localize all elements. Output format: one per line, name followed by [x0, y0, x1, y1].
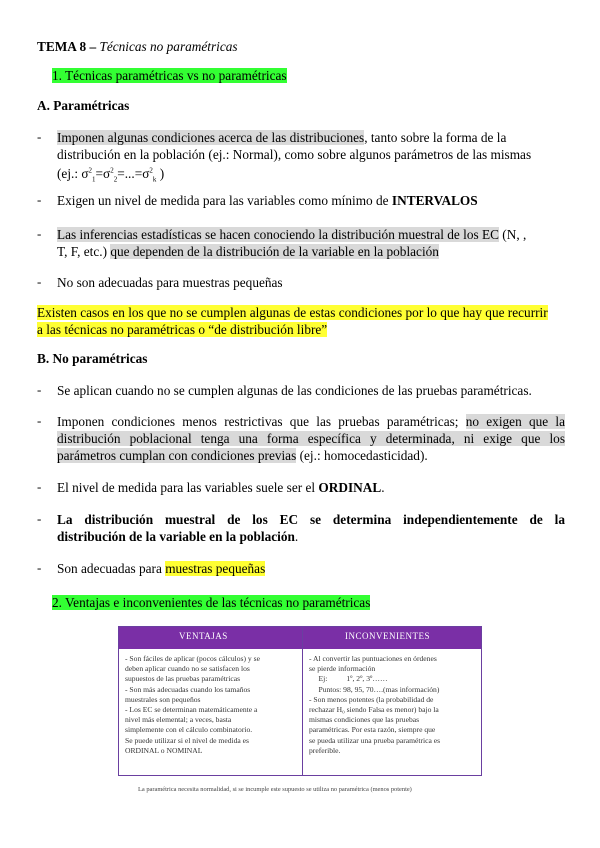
part-a-bullet-2: Exigen un nivel de medida para las variables como mínimo de INTERVALOS — [57, 193, 478, 208]
table-cell-ventajas: - Son fáciles de aplicar (pocos cálculos) y se deben aplicar cuando no se satisfacen los supuestos de las pruebas paramétricas - Son más adecuadas cuando los tamaños muestrales son pequeños - Los EC se determinan matemáticamente a nivel más elemental; a veces, basta simplemente con el cálculo combinatorio. Se puede utilizar si el nivel de medida es ORDINAL o NOMINAL — [125, 654, 260, 755]
part-a-bullet-3: Las inferencias estadísticas se hacen conociendo la distribución muestral de los EC (N, , T, F, etc.) que dependen de la distribución de la variable en la población — [57, 227, 527, 259]
bullet-dash: - — [37, 129, 42, 144]
bullet-dash: - — [37, 413, 42, 428]
part-b-title: B. No paramétricas — [37, 351, 148, 366]
table-caption: La paramétrica necesita normalidad, si se incumple este supuesto se utiliza no paramétrica (menos potente) — [138, 786, 412, 793]
table-header-ventajas: VENTAJAS — [179, 631, 228, 641]
part-a-bullet-4: No son adecuadas para muestras pequeñas — [57, 275, 283, 290]
part-a-title: A. Paramétricas — [37, 98, 130, 113]
bullet-dash: - — [37, 192, 42, 207]
bullet-dash: - — [37, 560, 42, 575]
part-b-bullet-2: Imponen condiciones menos restrictivas que las pruebas paramétricas; no exigen que la distribución poblacional tenga una forma específica y determinada, ni exige que los parámetros cumplan con condiciones previas (ej.: homocedasticidad). — [57, 414, 566, 463]
section-1-title: 1. Técnicas paramétricas vs no paramétricas — [52, 68, 287, 83]
table-cell-inconvenientes: - Al convertir las puntuaciones en órdenes se pierde información Ej: 1º, 2º, 3º…… Puntos: 98, 95, 70….(mas información) - Son menos potentes (la probabilidad de rechazar H₀ siendo Falsa es menor) bajo la mismas condiciones que las pruebas paramétricas. Por esta razón, siempre que se pueda utilizar una prueba paramétrica es preferible. — [309, 654, 441, 755]
table-column-divider — [302, 627, 303, 775]
part-a-bullet-1: Imponen algunas condiciones acerca de las distribuciones, tanto sobre la forma de la distribución en la población (ej.: Normal), como sobre algunos parámetros de las mismas (ej.: $\sigma^2_1=\sigma^2_2=...=\sigma^2_k$ ) — [57, 130, 532, 185]
part-b-bullet-5: Son adecuadas para muestras pequeñas — [57, 561, 266, 576]
part-b-bullet-1: Se aplican cuando no se cumplen algunas de las condiciones de las pruebas paramétricas. — [57, 383, 532, 398]
bullet-dash: - — [37, 382, 42, 397]
highlighted-note: Existen casos en los que no se cumplen algunas de estas condiciones por lo que hay que recurrir a las técnicas no paramétricas o “de distribución libre” — [37, 305, 548, 337]
table-header-row — [119, 627, 481, 649]
part-b-bullet-4: La distribución muestral de los EC se determina independientemente de la distribución de la variable en la población. — [57, 512, 565, 544]
bullet-dash: - — [37, 226, 42, 241]
section-2-title: 2. Ventajas e inconvenientes de las técnicas no paramétricas — [52, 595, 371, 610]
topic-subtitle: Técnicas no paramétricas — [99, 39, 238, 54]
page-header — [37, 38, 238, 55]
pros-cons-table — [118, 626, 482, 776]
variance-equation: (ej.: $\sigma^2_1=\sigma^2_2=...=\sigma^2_k$ ) — [57, 166, 165, 185]
table-header-inconvenientes: INCONVENIENTES — [345, 631, 430, 641]
topic-label: TEMA 8 – — [37, 39, 97, 54]
bullet-dash: - — [37, 274, 42, 289]
part-b-bullet-3: El nivel de medida para las variables suele ser el ORDINAL. — [57, 480, 385, 495]
bullet-dash: - — [37, 479, 42, 494]
bullet-dash: - — [37, 511, 42, 526]
